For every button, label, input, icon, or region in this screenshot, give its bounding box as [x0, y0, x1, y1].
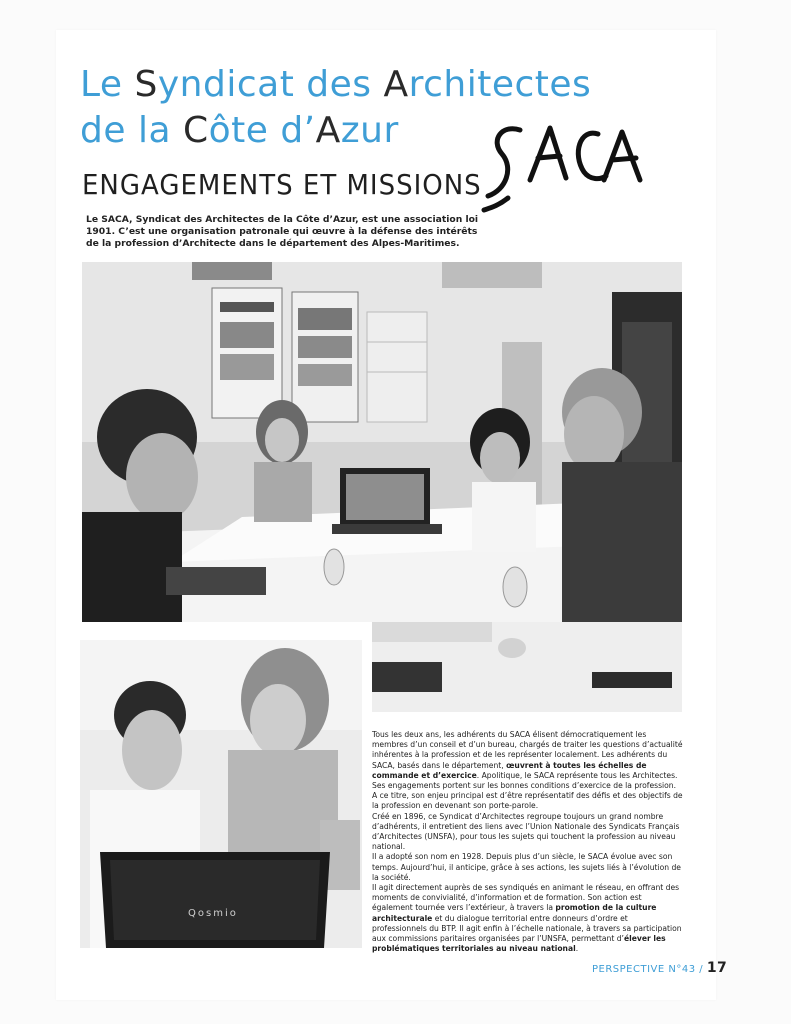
text-run: . [575, 944, 579, 954]
title-part: ôte d’ [208, 110, 316, 151]
title-part: S [134, 64, 158, 105]
second-photo [80, 640, 362, 948]
body-paragraph-5 [372, 883, 684, 954]
body-paragraph-3: Créé en 1896, ce Syndicat d’Architectes regroupe toujours un grand nombre d’adhérents, il entretient des liens avec l’Union Nationale des Syndicats Français d’Architectes (UNSFA), pour tous les sujets qui touchent la profession au niveau national. [372, 811, 680, 852]
body-paragraph-2: A ce titre, son enjeu principal est d’être représentatif des défis et des objectifs de la profession en devenant son porte-parole. [372, 791, 683, 811]
title-part: C [182, 110, 209, 151]
text-run: . Apolitique, le SACA représente tous les Architectes. Ses engagements portent sur les bonnes conditions d’exercice de la profession. [372, 770, 678, 791]
laptop-brand-label: Qosmio [188, 908, 238, 919]
body-paragraph-4: Il a adopté son nom en 1928. Depuis plus d’un siècle, le SACA évolue avec son temps. Aujourd’hui, il anticipe, grâce à ses actions, les sujets liés à l’évolution de la société. [372, 852, 681, 882]
title-part: zur [340, 110, 399, 151]
main-photo-table-strip [372, 622, 682, 712]
text-run: Tous les deux ans, les adhérents du SACA élisent démocratiquement les membres d’un conseil et d’un bureau, chargés de traiter les questions d’actualité inhérentes à la profession et de les représenter localement. Les adhérents du SACA, basés dans le département, [372, 730, 683, 770]
saca-signature-logo [480, 110, 650, 220]
intro-paragraph: Le SACA, Syndicat des Architectes de la Côte d’Azur, est une association loi 1901. C’est une organisation patronale qui œuvre à la défense des intérêts de la profession d’Architecte dans le département des Alpes-Maritimes. [86, 214, 479, 249]
page-footer [592, 960, 727, 976]
magazine-issue: PERSPECTIVE N°43 / [592, 964, 704, 975]
title-line-1 [80, 66, 591, 104]
text-run: Il agit directement auprès de ses syndiqués en animant le réseau, en offrant des moments de convivialité, d’information et de formation. Son action est également tournée vers l’extérieur, à travers la [372, 883, 680, 913]
text-run: et du dialogue territorial entre donneurs d’ordre et professionnels du BTP. Il agit enfin à l’échelle nationale, à travers sa participation aux commissions paritaires organisées par l’UNSFA, permettant d’ [372, 913, 682, 944]
body-text [372, 730, 684, 954]
title-part: rchitectes [408, 64, 592, 105]
title-part: yndicat des [157, 64, 384, 105]
main-photo [82, 262, 682, 622]
title-line-2 [80, 112, 399, 150]
title-part: de la [80, 110, 183, 151]
emphasis-run: promotion de la culture architecturale [372, 903, 657, 923]
emphasis-run: élever les problématiques territoriales au niveau national [372, 934, 666, 954]
subtitle: ENGAGEMENTS ET MISSIONS [82, 170, 482, 202]
body-paragraph-1 [372, 730, 684, 791]
title-part: Le [80, 64, 135, 105]
title-part: A [315, 110, 341, 151]
title-part: A [383, 64, 409, 105]
page-number: 17 [706, 960, 728, 976]
emphasis-run: œuvrent à toutes les échelles de commande et d’exercice [372, 760, 647, 780]
